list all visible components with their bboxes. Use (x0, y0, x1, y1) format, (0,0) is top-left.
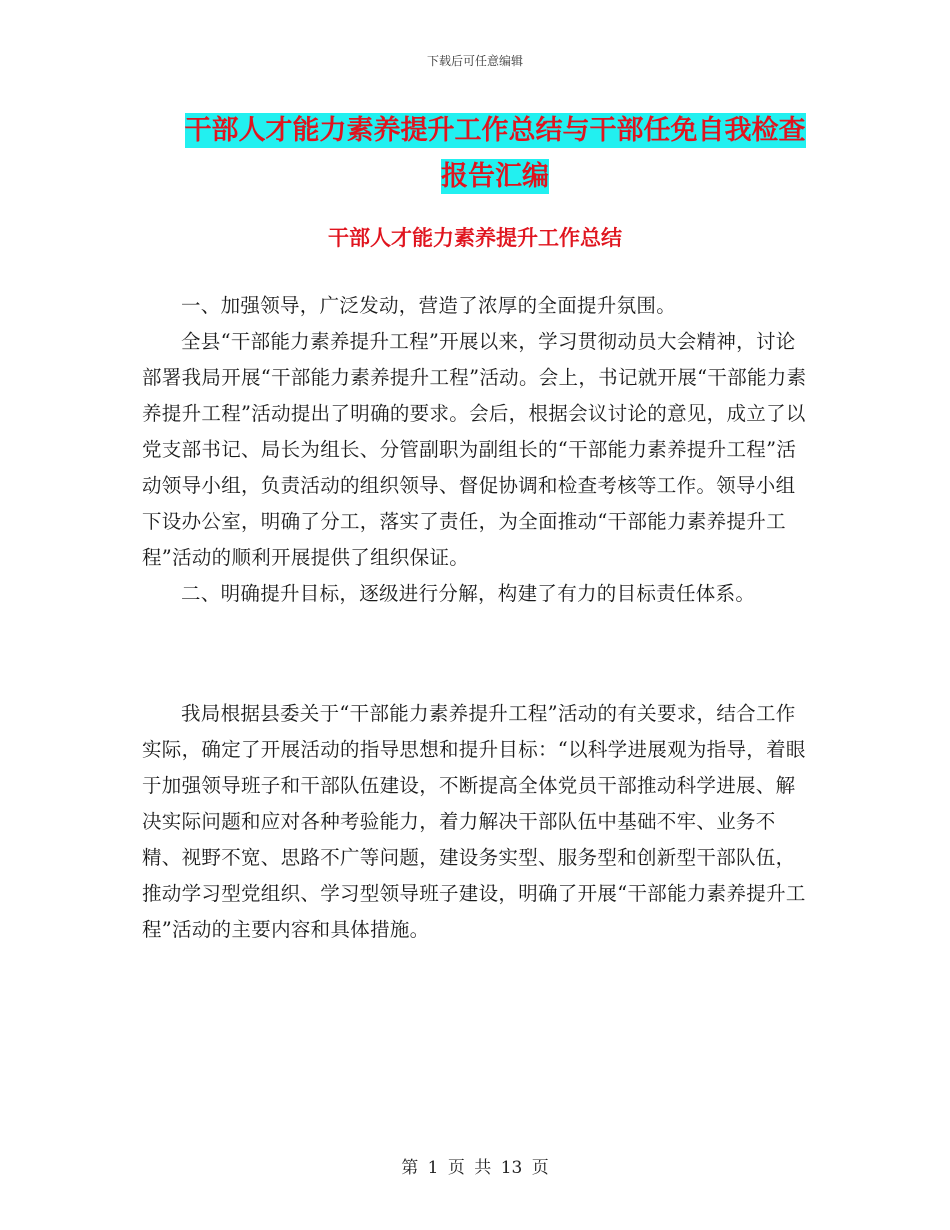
header-note: 下载后可任意编辑 (426, 54, 523, 68)
paragraph: 我局根据县委关于“干部能力素养提升工程”活动的有关要求，结合工作实际，确定了开展活动的指导思想和提升目标：“以科学进展观为指导，着眼于加强领导班子和干部队伍建设，不断提高全体党员干部推动科学进展、解决实际问题和应对各种考验能力，着力解决干部队伍中基础不牢、业务不精、视野不宽、思路不广等问题，建设务实型、服务型和创新型干部队伍，推动学习型党组织、学习型领导班子建设，明确了开展“干部能力素养提升工程”活动的主要内容和具体措施。 (142, 702, 806, 941)
page-number-footer: 第 1 页 共 13 页 (401, 1158, 549, 1178)
paragraph-heading-1: 一、加强领导，广泛发动，营造了浓厚的全面提升氛围。 (181, 294, 677, 317)
body-block-2 (142, 696, 810, 948)
title-line-1: 干部人才能力素养提升工作总结与干部任免自我检查 (184, 115, 806, 146)
section-title: 干部人才能力素养提升工作总结 (328, 226, 622, 250)
body-block-1 (142, 288, 810, 612)
document-title (160, 108, 830, 200)
paragraph-heading-2: 二、明确提升目标，逐级进行分解，构建了有力的目标责任体系。 (181, 582, 756, 605)
title-line-2: 报告汇编 (441, 161, 549, 192)
paragraph: 全县“干部能力素养提升工程”开展以来，学习贯彻动员大会精神，讨论部署我局开展“干部能力素养提升工程”活动。会上，书记就开展“干部能力素养提升工程”活动提出了明确的要求。会后，根据会议讨论的意见，成立了以党支部书记、局长为组长、分管副职为副组长的“干部能力素养提升工程”活动领导小组，负责活动的组织领导、督促协调和检查考核等工作。领导小组下设办公室，明确了分工，落实了责任，为全面推动“干部能力素养提升工程”活动的顺利开展提供了组织保证。 (142, 330, 807, 569)
